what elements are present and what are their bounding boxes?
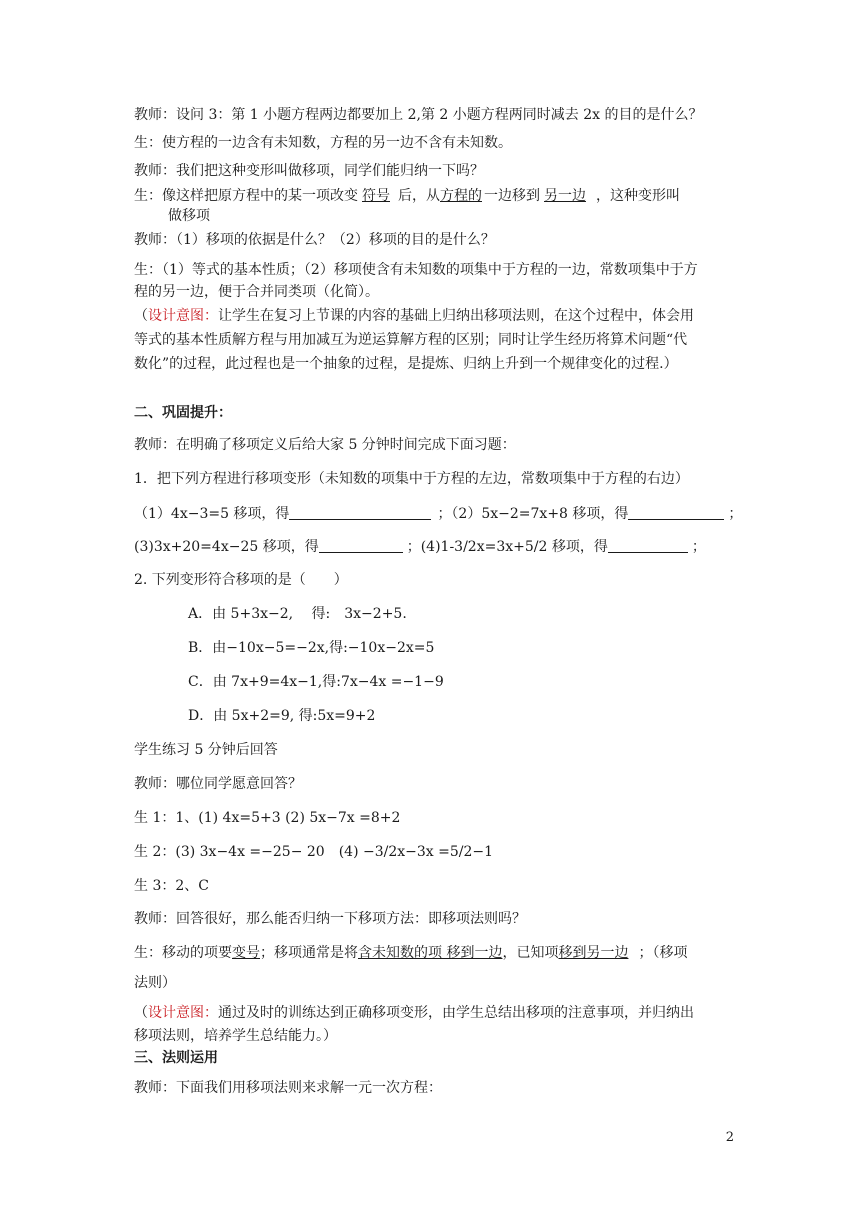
underlined-answer: 含未知数的项 移到一边	[358, 945, 503, 961]
text-span: ；	[691, 539, 706, 555]
dialogue-line: 生 2：(3) 3x−4x =−25− 20 (4) −3/2x−3x =5/2−1	[134, 844, 494, 860]
underlined-answer: 符号	[362, 188, 390, 204]
dialogue-line	[134, 187, 680, 205]
design-intent-line	[134, 1004, 694, 1022]
text-span: 生：像这样把原方程中的某一项改变	[134, 188, 358, 204]
section-heading: 二、巩固提升：	[134, 405, 232, 421]
underlined-answer: 另一边	[544, 188, 586, 204]
dialogue-line: 教师：哪位同学愿意回答？	[134, 776, 302, 792]
text-span: ；（移项	[638, 945, 688, 961]
text-span: ；	[728, 506, 743, 522]
answer-blank	[289, 505, 431, 520]
design-intent-label: 设计意图：	[148, 308, 218, 324]
page-number: 2	[725, 1130, 734, 1145]
design-intent-label: 设计意图：	[148, 1005, 218, 1021]
dialogue-line: 学生练习 5 分钟后回答	[134, 742, 278, 758]
answer-blank	[628, 505, 724, 520]
text-span: (3)3x+20=4x−25 移项，得	[134, 539, 319, 555]
dialogue-line: 生：（1）等式的基本性质；（2）移项使含有未知数的项集中于方程的一边，常数项集中于方	[134, 262, 698, 278]
text-span: 后，从	[398, 188, 440, 204]
text-span: （	[134, 308, 148, 324]
dialogue-line: 教师：设问 3：第 1 小题方程两边都要加上 2,第 2 小题方程两同时减去 2x 的目的是什么？	[134, 107, 703, 123]
dialogue-line: 法则）	[134, 975, 176, 991]
dialogue-line: 程的另一边，便于合并同类项（化简）。	[134, 284, 379, 300]
choice-option-d: D．由 5x+2=9, 得:5x=9+2	[188, 708, 376, 724]
text-span: ；移项通常是将	[260, 945, 358, 961]
text-span: 生：移动的项要	[134, 945, 232, 961]
text-span: 一边移到	[484, 188, 540, 204]
dialogue-line: 教师：在明确了移项定义后给大家 5 分钟时间完成下面习题：	[134, 437, 516, 453]
text-span: ；(4)1-3/2x=3x+5/2 移项，得	[406, 539, 608, 555]
answer-blank	[608, 538, 688, 553]
underlined-answer: 方程的	[440, 188, 482, 204]
text-span: ，已知项	[502, 945, 559, 961]
answer-blank	[319, 538, 403, 553]
dialogue-line	[134, 944, 687, 962]
text-span: ；（2）5x−2=7x+8 移项，得	[437, 506, 629, 522]
design-intent-line: 数化”的过程，此过程也是一个抽象的过程，是提炼、归纳上升到一个规律变化的过程.）	[134, 356, 678, 372]
exercise-line	[134, 505, 742, 523]
choice-option-b: B．由−10x−5=−2x,得:−10x−2x=5	[188, 640, 435, 656]
text-span: 让学生在复习上节课的内容的基础上归纳出移项法则，在这个过程中，体会用	[218, 308, 694, 324]
section-heading: 三、法则运用	[134, 1050, 218, 1066]
exercise-line	[134, 538, 706, 556]
text-span: （	[134, 1005, 148, 1021]
dialogue-line: 生 3：2、C	[134, 878, 209, 894]
dialogue-line: 教师：回答很好，那么能否归纳一下移项方法：即移项法则吗？	[134, 911, 526, 927]
dialogue-line: 生 1：1、(1) 4x=5+3 (2) 5x−7x =8+2	[134, 810, 401, 826]
design-intent-line	[134, 307, 694, 325]
choice-option-c: C．由 7x+9=4x−1,得:7x−4x =−1−9	[188, 674, 444, 690]
dialogue-line: 教师：下面我们用移项法则来求解一元一次方程：	[134, 1080, 442, 1096]
dialogue-line: 做移项	[168, 208, 210, 224]
dialogue-line: 生：使方程的一边含有未知数，方程的另一边不含有未知数。	[134, 135, 512, 151]
exercise-line: 1．把下列方程进行移项变形（未知数的项集中于方程的左边，常数项集中于方程的右边）	[134, 471, 689, 487]
text-span: ，这种变形叫	[596, 188, 680, 204]
underlined-answer: 变号	[232, 945, 260, 961]
design-intent-line: 等式的基本性质解方程与用加减互为逆运算解方程的区别；同时让学生经历将算术问题“代	[134, 332, 688, 348]
design-intent-line: 移项法则，培养学生总结能力。）	[134, 1028, 337, 1044]
choice-option-a: A．由 5+3x−2, 得: 3x−2+5.	[188, 606, 407, 622]
dialogue-line: 教师：我们把这种变形叫做移项，同学们能归纳一下吗？	[134, 163, 484, 179]
dialogue-line: 教师：（1）移项的依据是什么？（2）移项的目的是什么？	[134, 232, 495, 248]
text-span: （1）4x−3=5 移项，得	[134, 506, 290, 522]
text-span: 通过及时的训练达到正确移项变形，由学生总结出移项的注意事项，并归纳出	[218, 1005, 694, 1021]
exercise-line: 2. 下列变形符合移项的是（ ）	[134, 572, 348, 588]
underlined-answer: 移到另一边	[558, 945, 629, 961]
